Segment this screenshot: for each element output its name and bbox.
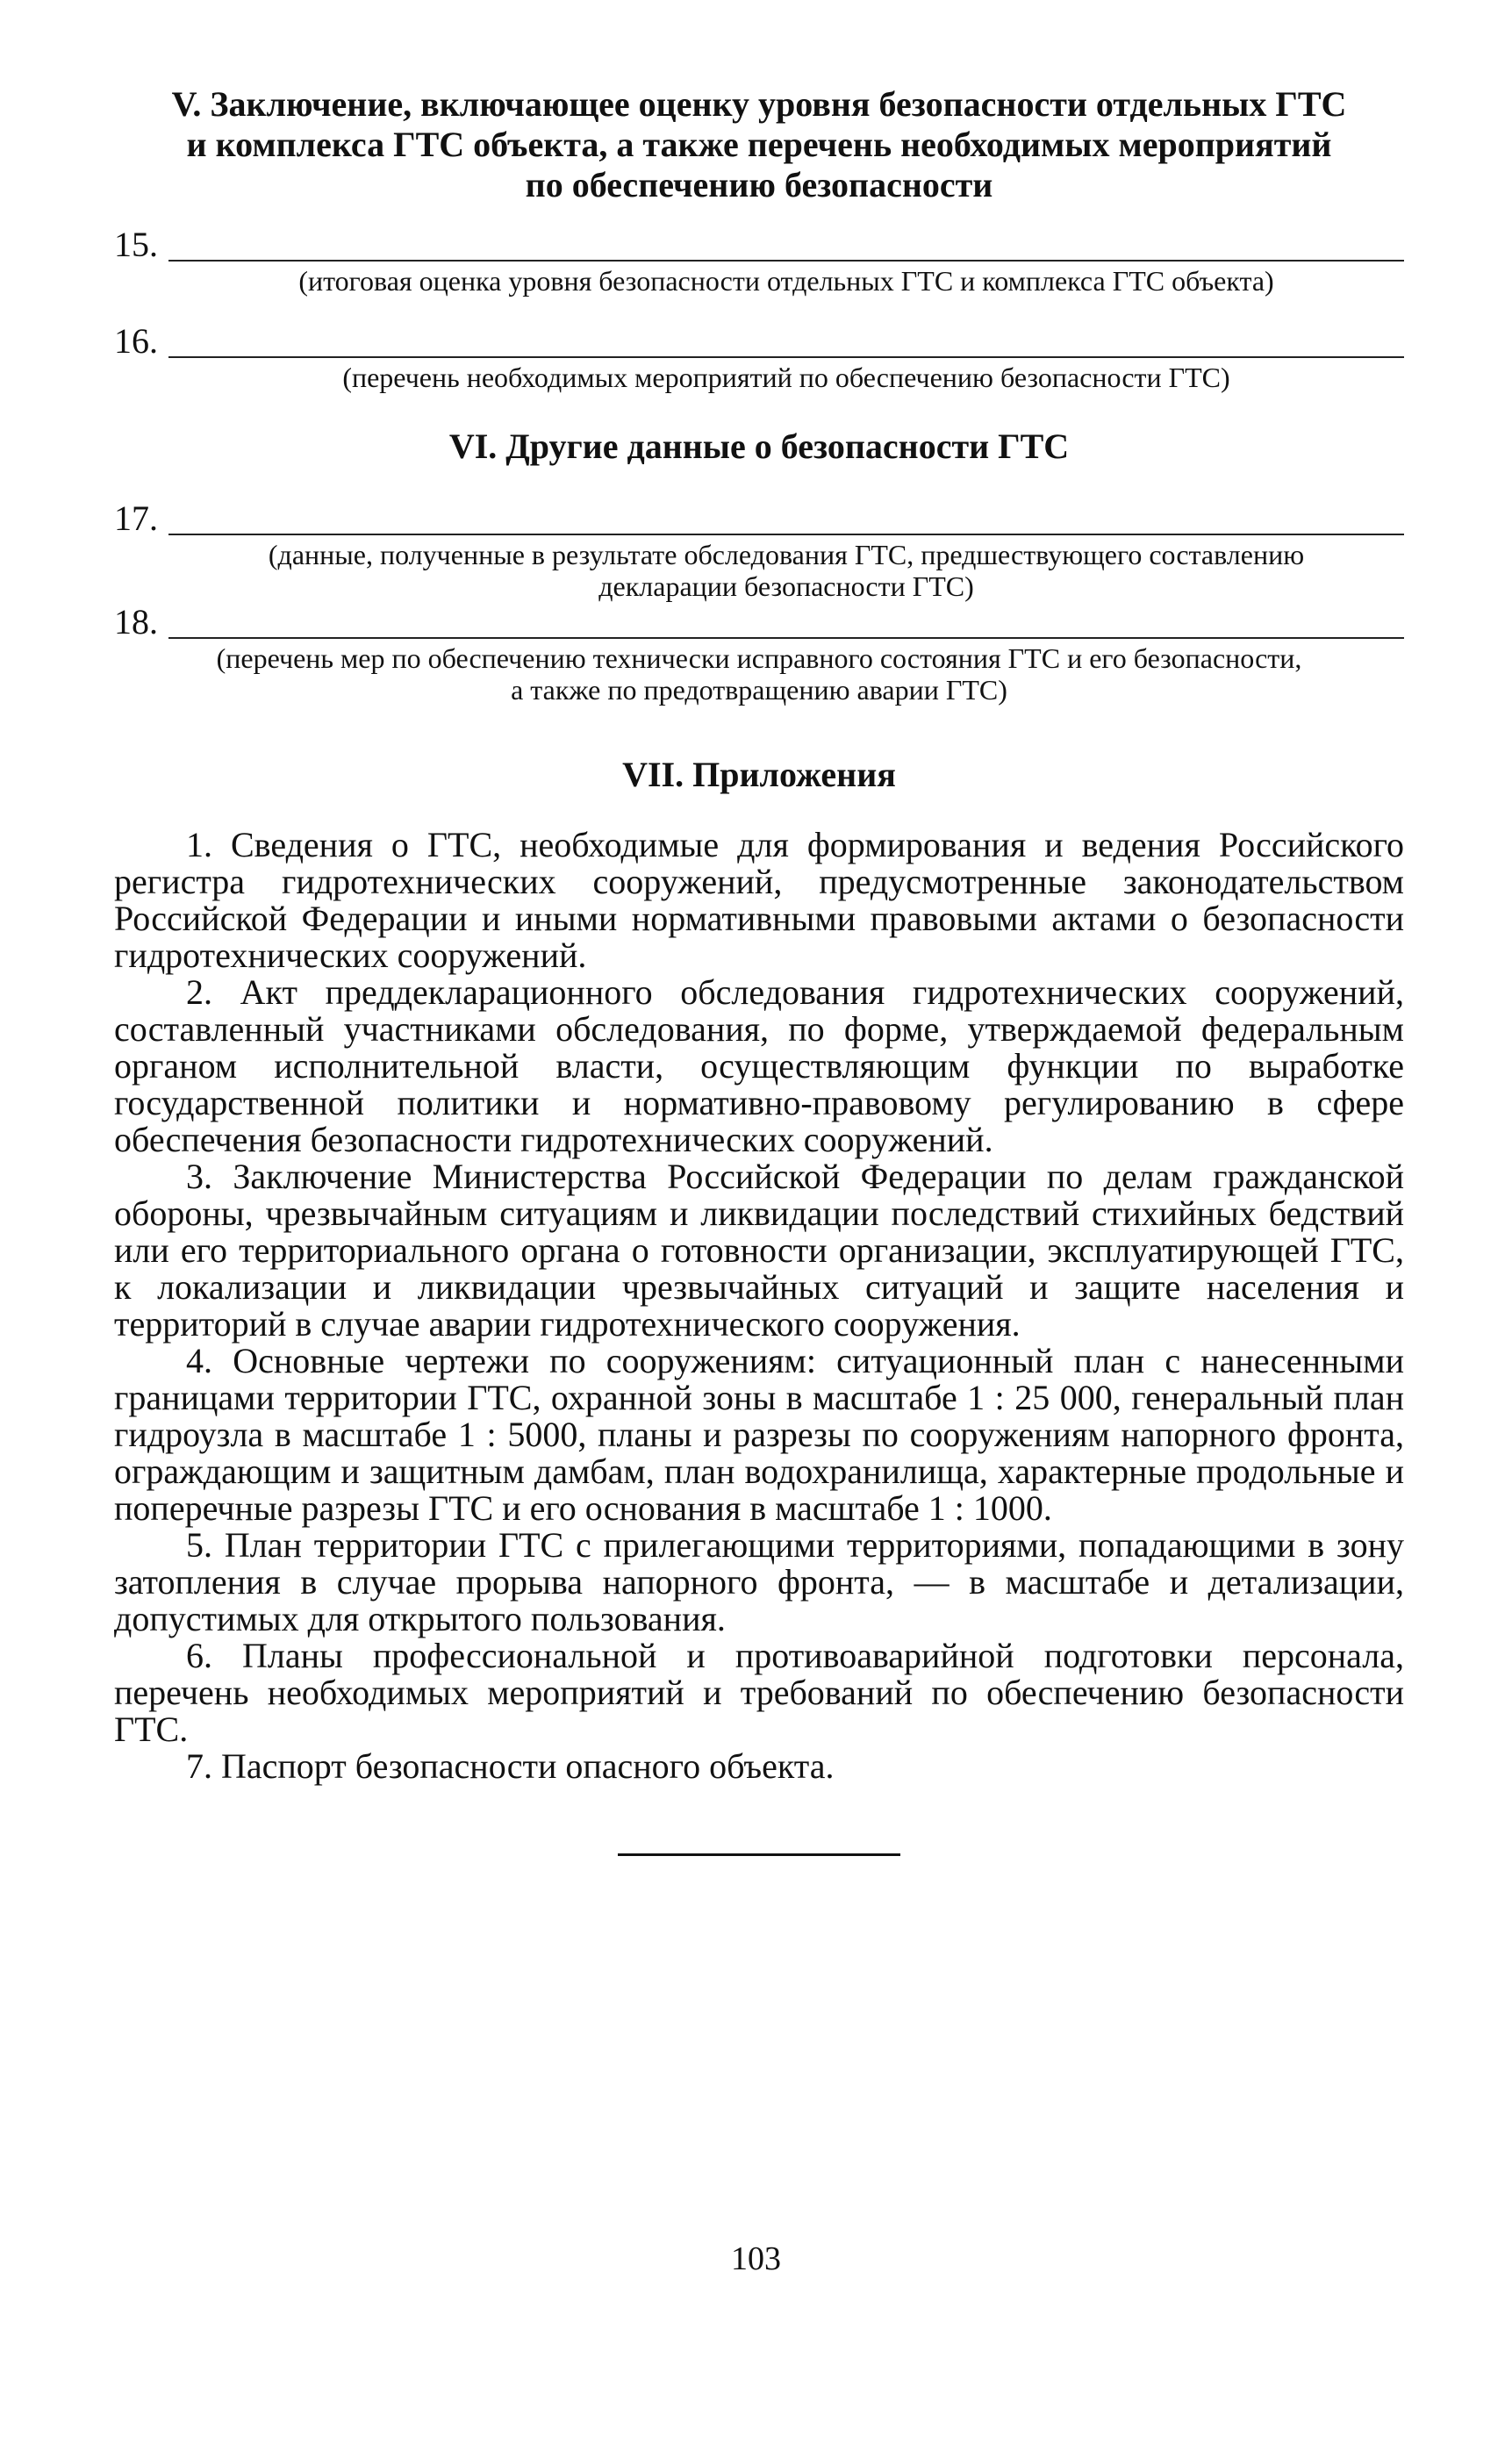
field-16-number: 16.: [114, 321, 158, 361]
field-17-caption-line-2: декларации безопасности ГТС): [598, 570, 974, 602]
field-16-blank-line[interactable]: [168, 356, 1404, 358]
appendix-item-4: 4. Основные чертежи по сооружениям: ситуационный план с нанесенными границами территории ГТС, охранной зоны в масштабе 1 : 25 000, генеральный план гидроузла в масштабе 1 : 5000, планы и разрезы по сооружениям напорного фронта, ограждающим и защитным дамбам, план водохранилища, характерные продольные и поперечные разрезы ГТС и его основания в масштабе 1 : 1000.: [114, 1341, 1404, 1528]
section-5-title-line-1: V. Заключение, включающее оценку уровня безопасности отдельных ГТС: [171, 84, 1347, 124]
appendix-item-6: 6. Планы профессиональной и противоаварийной подготовки персонала, перечень необходимых мероприятий и требований по обеспечению безопасности ГТС.: [114, 1636, 1404, 1749]
field-15-blank-line[interactable]: [168, 260, 1404, 262]
field-18-caption-line-2: а также по предотвращению аварии ГТС): [511, 674, 1007, 706]
end-divider: [618, 1853, 900, 1856]
field-15: [114, 225, 1404, 265]
field-17-caption-line-1: (данные, полученные в результате обследования ГТС, предшествующего составлению: [268, 539, 1305, 570]
field-18-caption: [114, 642, 1404, 706]
section-7-title: VII. Приложения: [622, 755, 896, 794]
field-15-number: 15.: [114, 225, 158, 264]
field-17-number: 17.: [114, 498, 158, 538]
field-15-caption: (итоговая оценка уровня безопасности отдельных ГТС и комплекса ГТС объекта): [298, 265, 1274, 297]
field-18-blank-line[interactable]: [168, 637, 1404, 639]
section-5-title: [114, 84, 1404, 205]
appendix-item-3: 3. Заключение Министерства Российской Федерации по делам гражданской обороны, чрезвычайным ситуациям и ликвидации последствий стихийных бедствий или его территориального органа о готовности организации, эксплуатирующей ГТС, к локализации и ликвидации чрезвычайных ситуаций и защите населения и территорий в случае аварии гидротехнического сооружения.: [114, 1157, 1404, 1344]
section-6-title: VI. Другие данные о безопасности ГТС: [448, 426, 1070, 466]
field-18-number: 18.: [114, 602, 158, 641]
appendix-item-2: 2. Акт преддекларационного обследования гидротехнических сооружений, составленный участниками обследования, по форме, утверждаемой федеральным органом исполнительной власти, осуществляющим функции по выработке государственной политики и нормативно-правовому регулированию в сфере обеспечения безопасности гидротехнических сооружений.: [114, 972, 1404, 1159]
appendix-item-5: 5. План территории ГТС с прилегающими территориями, попадающими в зону затопления в случае прорыва напорного фронта, — в масштабе и детализации, допустимых для открытого пользования.: [114, 1525, 1404, 1638]
field-18: [114, 602, 1404, 642]
field-16-caption: (перечень необходимых мероприятий по обеспечению безопасности ГТС): [342, 362, 1230, 393]
section-5-title-line-2: и комплекса ГТС объекта, а также перечень необходимых мероприятий: [186, 125, 1332, 164]
page-number: 103: [731, 2240, 781, 2277]
field-17-caption: [168, 539, 1404, 602]
section-5-title-line-3: по обеспечению безопасности: [525, 165, 993, 204]
field-16: [114, 321, 1404, 362]
appendix-item-1: 1. Сведения о ГТС, необходимые для формирования и ведения Российского регистра гидротехнических сооружений, предусмотренные законодательством Российской Федерации и иными нормативными правовыми актами о безопасности гидротехнических сооружений.: [114, 825, 1404, 975]
field-18-caption-line-1: (перечень мер по обеспечению технически исправного состояния ГТС и его безопасности,: [216, 642, 1302, 674]
field-17: [114, 498, 1404, 539]
document-page: [114, 84, 1404, 1856]
field-17-blank-line[interactable]: [168, 534, 1404, 535]
appendix-item-7: 7. Паспорт безопасности опасного объекта.: [186, 1746, 835, 1786]
